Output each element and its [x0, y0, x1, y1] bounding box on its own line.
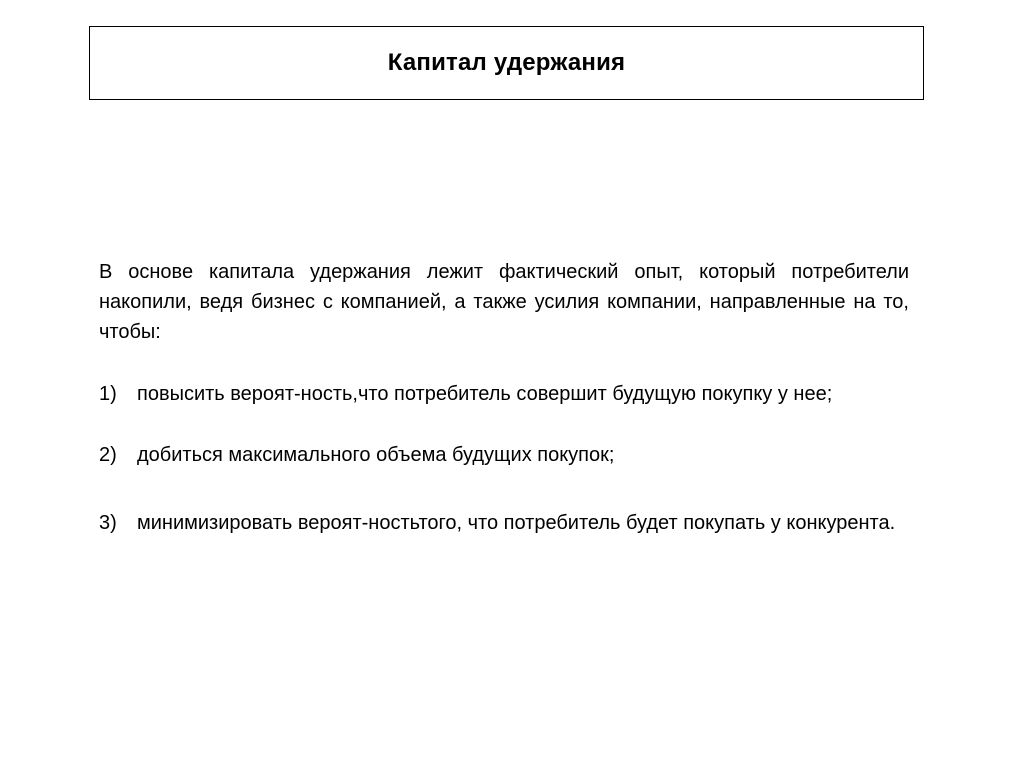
list-item-text: повысить вероят-ность,что потребитель совершит будущую покупку у нее; — [137, 383, 833, 405]
numbered-list — [99, 379, 909, 538]
slide-title: Капитал удержания — [387, 49, 626, 76]
list-item — [99, 508, 909, 538]
list-item — [99, 379, 909, 409]
title-box — [89, 26, 924, 100]
list-item-text: добиться максимального объема будущих покупок; — [137, 444, 615, 466]
slide-content — [99, 257, 909, 538]
list-item-number: 1) — [99, 383, 117, 405]
list-item — [99, 440, 909, 470]
list-item-number: 3) — [99, 512, 117, 534]
intro-paragraph: В основе капитала удержания лежит фактический опыт, который потребители накопили, ведя бизнес с компанией, а также усилия компании, направленные на то, чтобы: — [99, 261, 909, 343]
list-item-text: минимизировать вероят-ностьтого, что потребитель будет покупать у конкурента. — [137, 512, 896, 534]
list-item-number: 2) — [99, 444, 117, 466]
